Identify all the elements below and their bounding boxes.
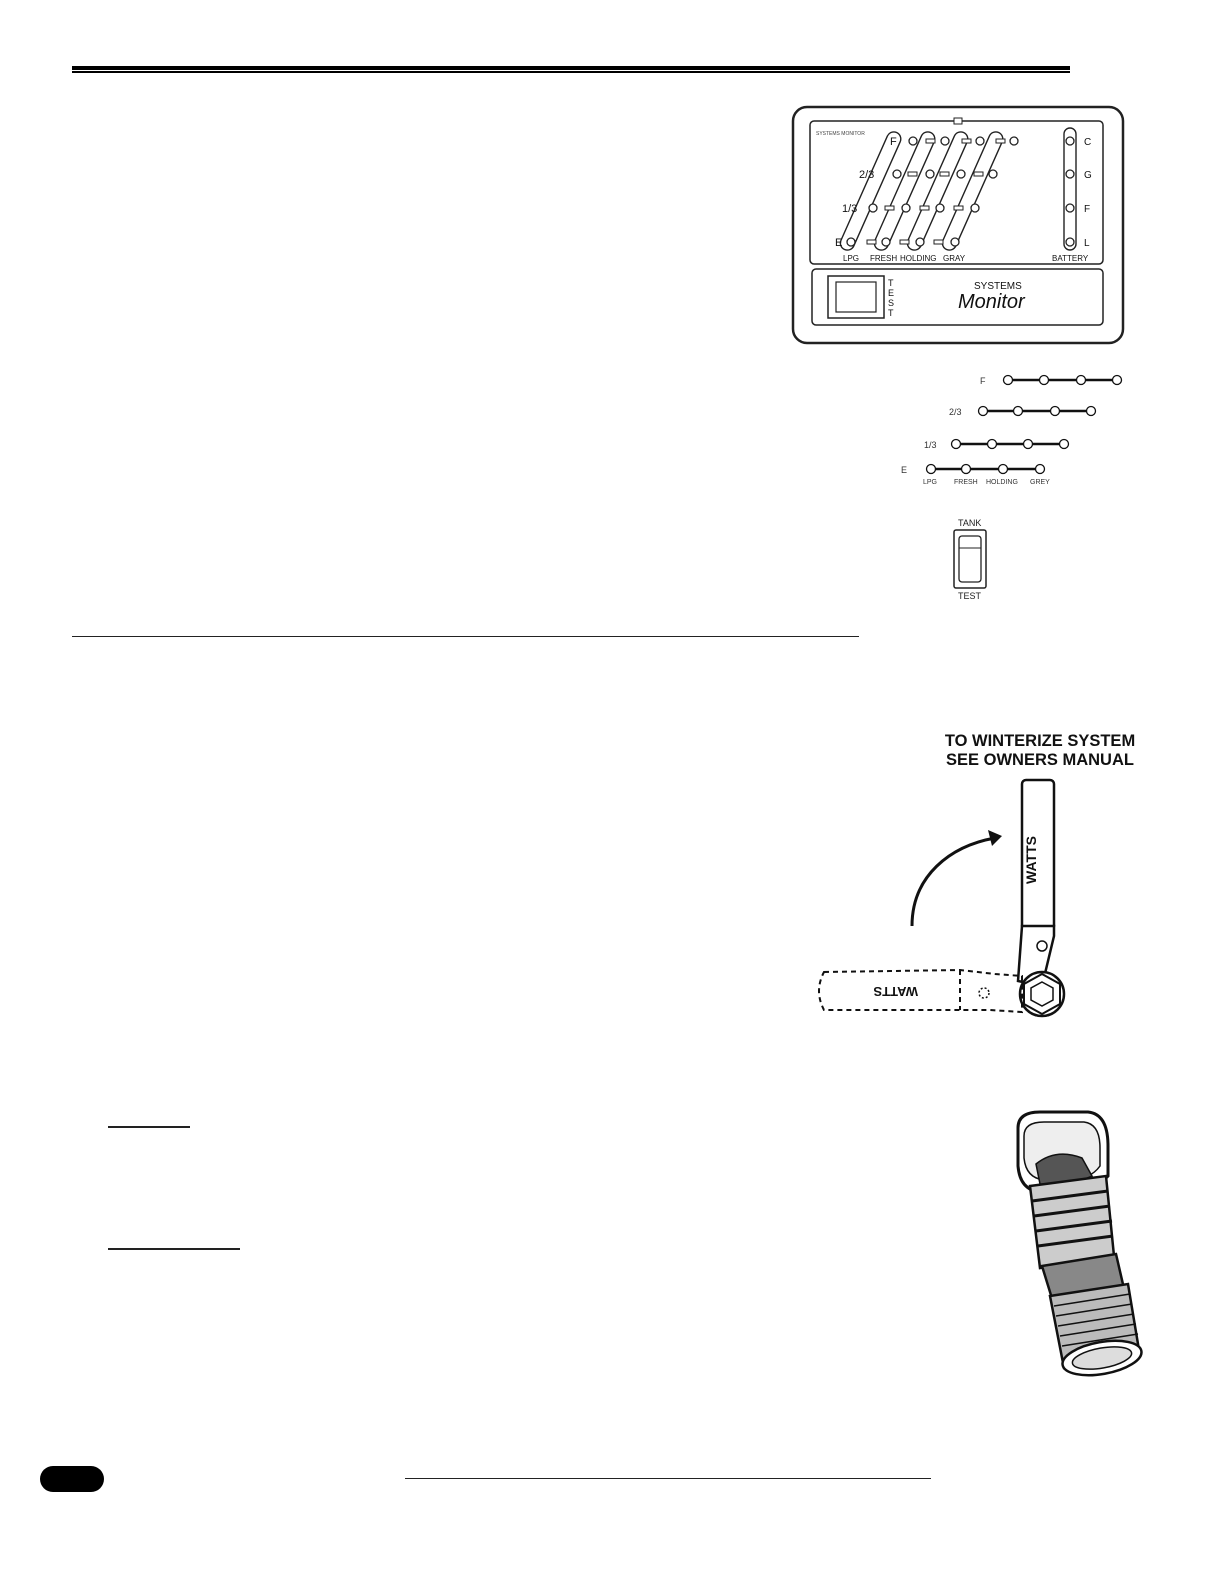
systems-monitor-panel [790,104,1126,346]
brand-systems: SYSTEMS [974,281,1022,292]
handle-brand-horizontal: WATTS [873,984,918,999]
section-divider [72,636,859,637]
bypass-valve-illustration [810,776,1100,1036]
page-number-badge [40,1466,104,1492]
battery-level-g: G [1084,170,1092,181]
panel-level-two-thirds: 2/3 [859,169,875,181]
tank-test-switch[interactable] [940,514,1000,604]
panel-tank-holding: HOLDING [900,254,937,263]
diagram-level-f: F [980,376,986,386]
diagram-tank-lpg: LPG [923,479,938,486]
battery-title: BATTERY [1052,254,1089,263]
panel-test-t2: T [888,308,894,318]
panel-level-e: E [835,237,843,249]
battery-level-c: C [1084,137,1092,148]
battery-level-l: L [1084,238,1090,249]
panel-level-f: F [890,136,897,148]
switch-label-tank: TANK [958,518,982,528]
footer-rule [405,1478,931,1479]
svg-text:SYSTEMS MONITOR: SYSTEMS MONITOR [816,131,865,137]
panel-test-s: S [888,298,895,308]
diagram-level-e: E [901,465,908,475]
winterize-notice [930,732,1150,770]
heading-underline-2 [108,1248,240,1250]
panel-test-t1: T [888,278,894,288]
tank-level-diagram [895,368,1135,490]
heading-underline-1 [108,1126,190,1128]
winterize-line-2: SEE OWNERS MANUAL [946,751,1134,769]
hose-fitting-illustration [1010,1106,1146,1378]
diagram-level-one-third: 1/3 [924,440,937,450]
brand-monitor: Monitor [958,291,1025,313]
panel-tank-fresh: FRESH [870,254,898,263]
header-rule [72,66,1070,73]
panel-test-e: E [888,288,895,298]
rotate-arrow-icon [988,830,1002,846]
panel-level-one-third: 1/3 [842,203,858,215]
diagram-tank-holding: HOLDING [986,479,1018,486]
handle-brand-upright: WATTS [1023,836,1039,884]
winterize-line-1: TO WINTERIZE SYSTEM [944,732,1136,750]
switch-label-test: TEST [958,591,982,601]
diagram-level-two-thirds: 2/3 [949,407,962,417]
battery-level-f: F [1084,204,1091,215]
panel-tank-gray: GRAY [943,254,966,263]
diagram-tank-grey: GREY [1030,479,1050,486]
diagram-tank-fresh: FRESH [954,479,978,486]
panel-tank-lpg: LPG [843,254,860,263]
